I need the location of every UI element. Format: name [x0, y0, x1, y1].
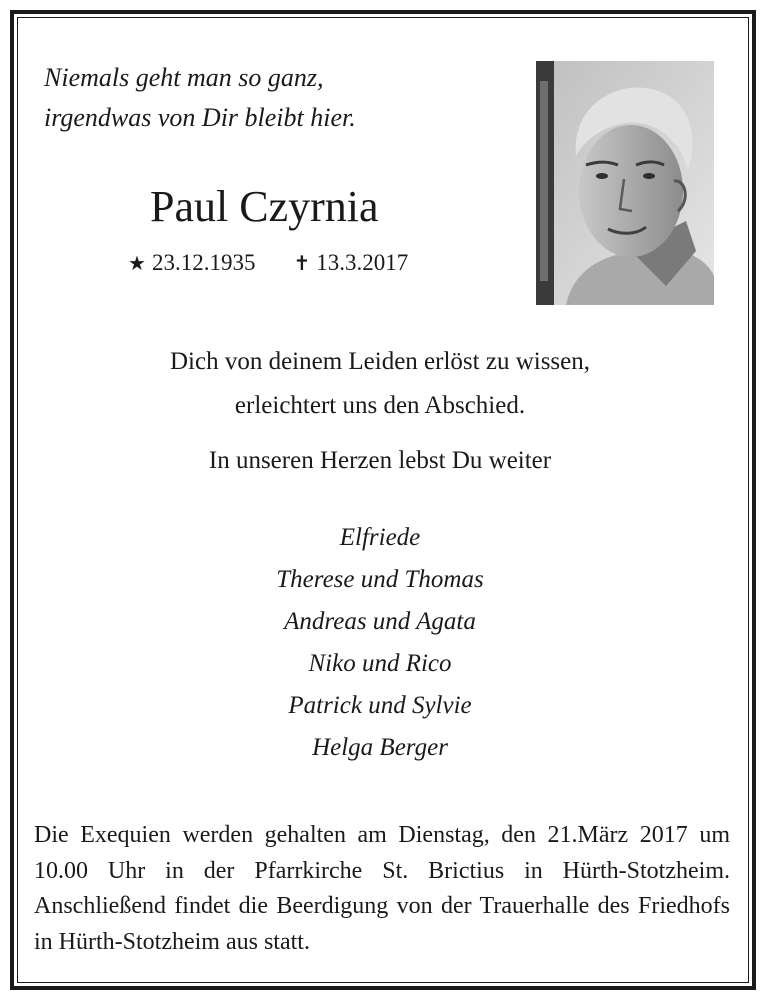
family-member: Therese und Thomas [276, 566, 484, 593]
family-member: Elfriede [339, 524, 421, 551]
herzen-line: In unseren Herzen lebst Du weiter [208, 447, 552, 474]
motto-line-2: irgendwas von Dir bleibt hier. [44, 103, 356, 132]
cross-icon: ✝ [293, 253, 311, 275]
funeral-notice: Die Exequien werden gehalten am Dienstag, den 21.März 2017 um 10.00 Uhr in der Pfarrkirche St. Brictius in Hürth-Stotzheim. Anschließend findet die Beerdigung von der Trauerhalle des Friedhofs in Hürth-Stotzheim aus statt. [34, 822, 730, 955]
portrait-photo [536, 61, 714, 305]
family-member: Niko und Rico [308, 650, 452, 677]
death-date: 13.3.2017 [316, 250, 409, 275]
family-member: Helga Berger [312, 734, 448, 761]
deceased-name: Paul Czyrnia [150, 182, 379, 231]
quote-line-2: erleichtert uns den Abschied. [234, 392, 526, 419]
motto-line-1: Niemals geht man so ganz, [44, 63, 324, 92]
life-dates [128, 248, 408, 279]
family-list [60, 517, 700, 769]
family-member: Patrick und Sylvie [288, 692, 472, 719]
star-icon: ★ [128, 253, 146, 275]
quote-line-1: Dich von deinem Leiden erlöst zu wissen, [169, 348, 591, 375]
motto [44, 58, 356, 138]
family-member: Andreas und Agata [284, 608, 476, 635]
birth-date: 23.12.1935 [151, 250, 256, 275]
quote [60, 340, 700, 428]
